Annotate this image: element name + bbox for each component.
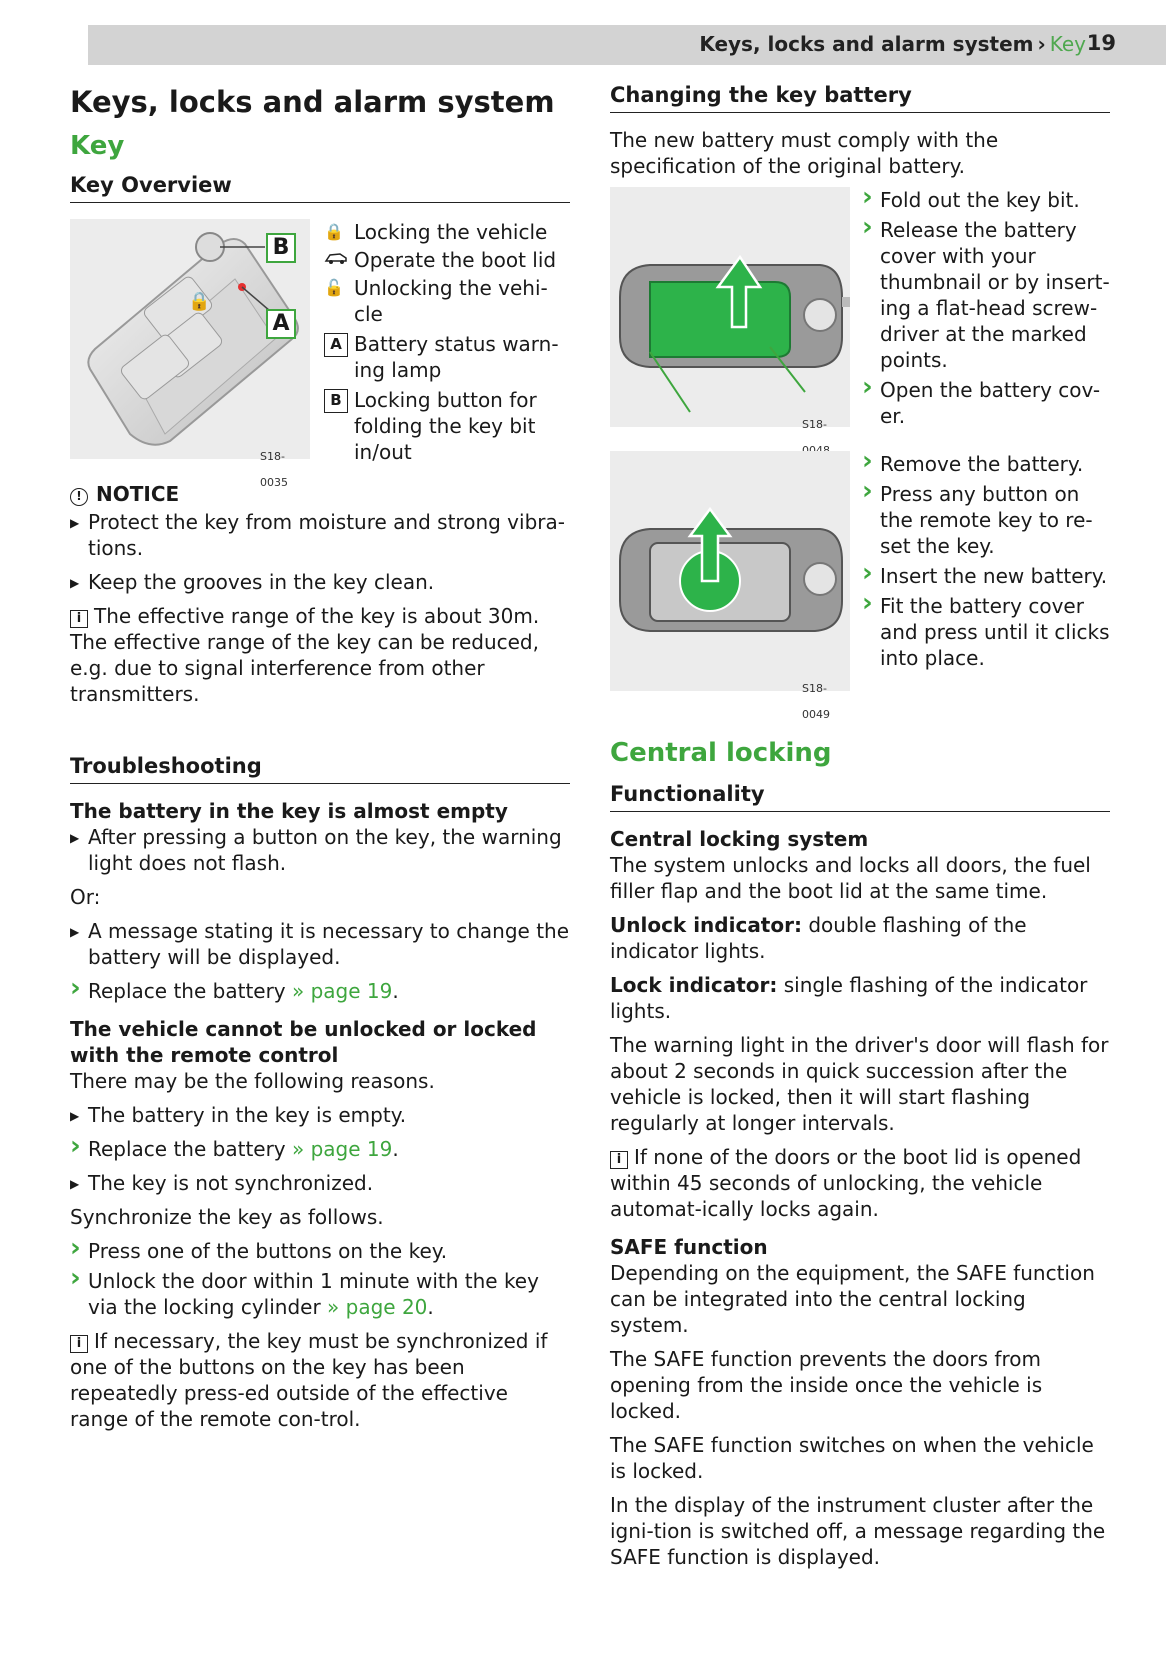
safe-text: The SAFE function prevents the doors from opening from the inside once the vehicle is locked. bbox=[610, 1347, 1043, 1423]
lock-label: Lock indicator: bbox=[610, 973, 778, 997]
page-link[interactable]: » page 19 bbox=[292, 979, 393, 1003]
header-breadcrumb bbox=[699, 32, 1086, 56]
breadcrumb-subsection: Key bbox=[1049, 32, 1086, 56]
lock-icon: 🔒 bbox=[324, 222, 344, 241]
notice-title-text: NOTICE bbox=[96, 482, 180, 506]
battery-steps-1 bbox=[862, 187, 1110, 433]
sync-intro: Synchronize the key as follows. bbox=[70, 1205, 384, 1229]
notice-icon: ! bbox=[70, 488, 88, 506]
info-range-text: The effective range of the key is about 30m. The effective range of the key can be reduced, e.g. due to signal interference from other transmitters. bbox=[70, 604, 540, 706]
trouble-2-title: The vehicle cannot be unlocked or locked with the remote control bbox=[70, 1017, 537, 1067]
page-title: Keys, locks and alarm system bbox=[70, 85, 555, 119]
functionality-heading: Functionality bbox=[610, 781, 1110, 812]
key-overview-heading: Key Overview bbox=[70, 172, 570, 203]
unlock-text: double flashing of the indicator lights. bbox=[610, 913, 1027, 963]
battery-step-block-1 bbox=[610, 187, 1110, 433]
unlock-indicator bbox=[610, 912, 1110, 964]
right-column bbox=[610, 80, 1110, 1578]
battery-step-block-2 bbox=[610, 451, 1110, 721]
unlock-label: Unlock indicator: bbox=[610, 913, 802, 937]
key-battery-open-illustration bbox=[610, 451, 850, 691]
legend-text: Locking the vehicle bbox=[354, 220, 548, 244]
legend-item bbox=[324, 219, 564, 245]
image-code: S18-0049 bbox=[802, 682, 830, 721]
legend-text: Operate the boot lid bbox=[354, 248, 557, 272]
info-sync bbox=[70, 1328, 570, 1432]
key-heading: Key bbox=[70, 131, 125, 161]
key-label-b: B bbox=[266, 233, 296, 263]
safe-text: The SAFE function switches on when the vehicle is locked. bbox=[610, 1433, 1094, 1483]
key-battery-cover-illustration bbox=[610, 187, 850, 427]
header-arrow-notch bbox=[70, 25, 88, 65]
battery-step: › Fit the battery cover and press until it clicks into place. bbox=[862, 593, 1110, 671]
info-autolock-text: If none of the doors or the boot lid is opened within 45 seconds of unlocking, the vehicle automat-ically locks again. bbox=[610, 1145, 1082, 1221]
key-overview-block bbox=[70, 219, 570, 489]
trouble-2-item: ▶ The battery in the key is empty. bbox=[70, 1102, 570, 1128]
info-sync-text: If necessary, the key must be synchronized if one of the buttons on the key has been repeatedly press-ed outside of the effective range of the remote con-trol. bbox=[70, 1329, 548, 1431]
page-link[interactable]: » page 20 bbox=[327, 1295, 428, 1319]
box-b-icon: B bbox=[324, 389, 348, 413]
action-text: Replace the battery bbox=[88, 1137, 286, 1161]
sync-step: › Press one of the buttons on the key. bbox=[70, 1238, 570, 1264]
notice-title bbox=[70, 481, 570, 507]
breadcrumb-separator: › bbox=[1037, 32, 1046, 56]
trouble-2-intro: There may be the following reasons. bbox=[70, 1069, 435, 1093]
image-code: S18-0035 bbox=[260, 450, 288, 489]
image-code: S18- bbox=[802, 418, 827, 431]
battery-image-1 bbox=[610, 187, 850, 431]
page-link[interactable]: » page 19 bbox=[292, 1137, 393, 1161]
sync-step: › Unlock the door within 1 minute with the key via the locking cylinder » page 20. bbox=[70, 1268, 570, 1320]
battery-heading: Changing the key battery bbox=[610, 82, 1110, 113]
car-boot-icon bbox=[324, 247, 354, 273]
lock-text: single flashing of the indicator lights. bbox=[610, 973, 1088, 1023]
box-a-icon: A bbox=[324, 333, 348, 357]
or-text: Or: bbox=[70, 885, 101, 909]
page-number: 19 bbox=[1086, 31, 1116, 55]
info-icon: i bbox=[610, 1151, 628, 1169]
legend-text: Battery status warn- ing lamp bbox=[354, 332, 559, 382]
legend-item bbox=[324, 247, 564, 273]
battery-step: › Release the battery cover with your thumbnail or by insert-ing a flat-head screw-driver at the marked points. bbox=[862, 217, 1110, 373]
battery-step: › Remove the battery. bbox=[862, 451, 1110, 477]
action-text: Unlock the door within 1 minute with the key via the locking cylinder bbox=[88, 1269, 539, 1319]
safe-text: Depending on the equipment, the SAFE function can be integrated into the central locking system. bbox=[610, 1261, 1095, 1337]
battery-step: › Press any button on the remote key to re-set the key. bbox=[862, 481, 1110, 559]
key-legend bbox=[324, 219, 564, 467]
legend-item bbox=[324, 387, 564, 465]
troubleshooting-heading: Troubleshooting bbox=[70, 753, 570, 784]
battery-step: › Insert the new battery. bbox=[862, 563, 1110, 589]
breadcrumb-section: Keys, locks and alarm system bbox=[699, 32, 1034, 56]
battery-intro: The new battery must comply with the specification of the original battery. bbox=[610, 128, 999, 178]
key-label-a: A bbox=[266, 309, 296, 339]
info-autolock bbox=[610, 1144, 1110, 1222]
battery-step: › Open the battery cov-er. bbox=[862, 377, 1110, 429]
legend-item bbox=[324, 275, 564, 327]
trouble-1-title: The battery in the key is almost empty bbox=[70, 799, 508, 823]
info-icon: i bbox=[70, 610, 88, 628]
lock-indicator bbox=[610, 972, 1110, 1024]
notice-item: ▶ Keep the grooves in the key clean. bbox=[70, 569, 570, 595]
central-locking-heading: Central locking bbox=[610, 738, 832, 768]
legend-item bbox=[324, 331, 564, 383]
safe-title: SAFE function bbox=[610, 1235, 768, 1259]
safe-text: In the display of the instrument cluster after the igni-tion is switched off, a message regarding the SAFE function is displayed. bbox=[610, 1493, 1106, 1569]
notice-item: ▶ Protect the key from moisture and strong vibra- tions. bbox=[70, 509, 570, 561]
trouble-2-item: ▶ The key is not synchronized. bbox=[70, 1170, 570, 1196]
legend-text: Locking button for folding the key bit in/out bbox=[354, 388, 537, 464]
legend-text: Unlocking the vehi- cle bbox=[354, 276, 548, 326]
cls-text: The system unlocks and locks all doors, the fuel filler flap and the boot lid at the same time. bbox=[610, 853, 1091, 903]
trouble-2-action: › Replace the battery » page 19. bbox=[70, 1136, 570, 1162]
info-icon: i bbox=[70, 1335, 88, 1353]
warning-text: The warning light in the driver's door will flash for about 2 seconds in quick succession after the vehicle is locked, then it will start flashing regularly at longer intervals. bbox=[610, 1033, 1109, 1135]
trouble-1-action: › Replace the battery » page 19. bbox=[70, 978, 570, 1004]
notice-block bbox=[70, 481, 570, 595]
unlock-icon: 🔓 bbox=[324, 278, 344, 297]
left-column bbox=[70, 80, 570, 1440]
battery-image-2 bbox=[610, 451, 850, 721]
cls-title: Central locking system bbox=[610, 827, 869, 851]
trouble-1-item: ▶ A message stating it is necessary to change the battery will be displayed. bbox=[70, 918, 570, 970]
trouble-1-item: ▶ After pressing a button on the key, the warning light does not flash. bbox=[70, 824, 570, 876]
action-text: Replace the battery bbox=[88, 979, 286, 1003]
svg-text:🔒: 🔒 bbox=[188, 291, 211, 312]
battery-steps-2 bbox=[862, 451, 1110, 691]
key-overview-image bbox=[70, 219, 310, 489]
info-range bbox=[70, 603, 570, 707]
battery-step: › Fold out the key bit. bbox=[862, 187, 1110, 213]
